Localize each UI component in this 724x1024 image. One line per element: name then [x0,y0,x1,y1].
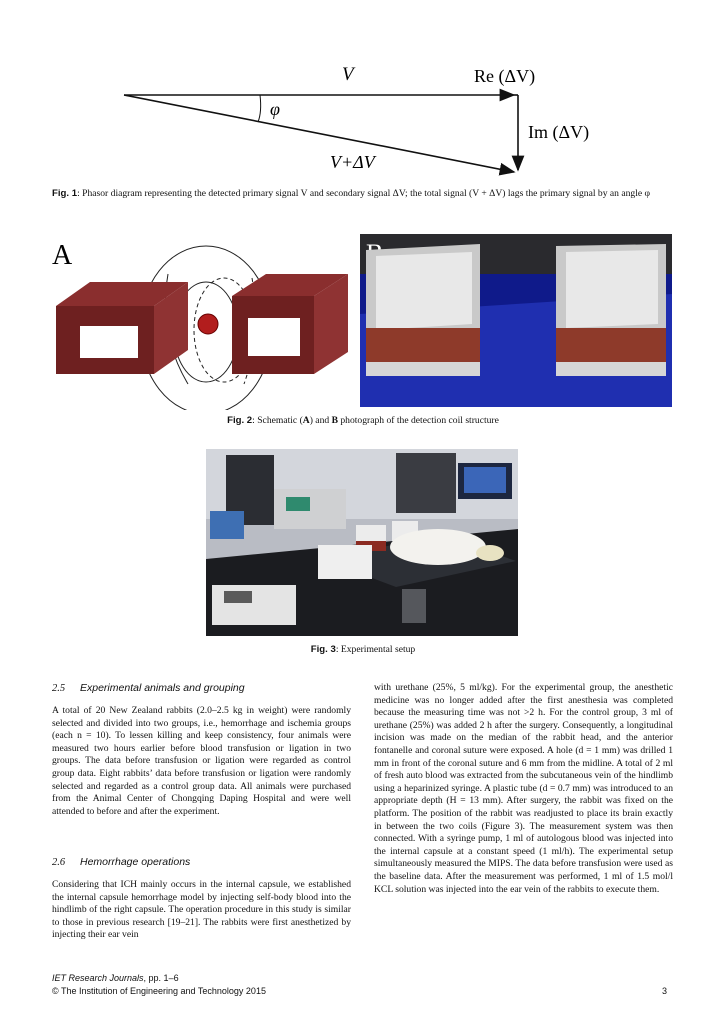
fig1-caption-label: Fig. 1 [52,188,78,199]
fig2-caption-a: A [302,415,310,426]
left-coil [56,282,188,374]
fig1-caption [52,187,674,200]
fig2b-photo [360,234,672,407]
label-re: Re (ΔV) [474,66,536,86]
photo-right-coil [556,244,666,376]
fig2-caption-text-3: photograph of the detection coil structure [337,415,499,426]
footer-journal-line [52,972,179,984]
fig2-caption [52,414,674,427]
sample-sphere [198,314,218,334]
footer-pages: , pp. 1–6 [143,973,179,983]
fig2a-schematic [48,234,354,410]
phasor-diagram [110,52,630,182]
section-2-5-paragraph: A total of 20 New Zealand rabbits (2.0–2.5 kg in weight) were randomly selected and divided into two groups, i.e., hemorrhage and ischemia groups (each n = 10). To lessen killing and keep consistency, four animals were measured two hours earlier before blood transfusion or ligation in two groups. The data before transfusion or ligation were regarded as control group data. Eight rabbits’ data before transfusion or ligation were randomly selected and regarded as a control group data. All animals were purchased from the Animal Center of Chongqing Daping Hospital and were well attended to before and after the experiment. [52,705,351,817]
label-im: Im (ΔV) [528,122,590,142]
right-column-paragraph: with urethane (25%, 5 ml/kg). For the experimental group, the anesthetic medicine was no longer added after the first anesthesia was completed because the measuring time was not >2 h. For the control group, 3 ml of urethane (25%) was added 2 h after the surgery. Consequently, a longitudinal incision was made on the median of the rabbit head, and the anterior fontanelle and coronal suture were exposed. A hole (d = 1 mm) was drilled 1 mm in front of the coronal suture and 6 mm from the midline. A total of 2 ml of fresh auto blood was extracted from the subcutaneous vein of the hindlimb using a heparinized syringe. A plastic tube (d = 0.7 mm) was introduced to an appropriate depth (H = 13 mm). After surgery, the rabbit was fixed on the platform. The position of the rabbit was readjusted to place its brain exactly in between the two coils (Figure 3). The measurement system was then connected. With a syringe pump, 1 ml of autologous blood was injected into the internal capsule at a constant speed (1 ml/h). The experimental setup simultaneously measured the MIPS. The data before transfusion were used as the baseline data. After the measurement was performed, 1 ml of 1.5 mol/l KCL solution was injected into the ear vein of the rabbits to execute them. [374,682,673,895]
fig2-caption-text-2: ) and [309,415,332,426]
section-2-5-heading [52,682,351,696]
vector-v-plus-dv [124,95,514,172]
panel-a-label: A [52,240,73,271]
section-2-5-number: 2.5 [52,683,66,694]
section-2-6-paragraph: Considering that ICH mainly occurs in the internal capsule, we established the internal capsule hemorrhage model by injecting self-body blood into the hindlimb of the right capsule. The operation procedure in this study is similar to those in previous research [19–21]. The rabbits were first anesthetized by injecting their ear vein [52,879,351,941]
fig2-caption-text-1: : Schematic ( [252,415,303,426]
label-phi: φ [270,99,280,119]
label-v: V [342,64,354,85]
footer-copyright: © The Institution of Engineering and Technology 2015 [52,986,266,996]
section-2-6-title: Hemorrhage operations [80,856,191,868]
fig2-caption-label: Fig. 2 [227,415,253,426]
angle-arc [258,95,261,122]
footer-journal-name: IET Research Journals [52,973,144,983]
fig3-photo [206,449,518,636]
fig3-caption-text: : Experimental setup [335,644,416,655]
section-2-5-body [52,705,351,818]
fig3-caption [52,643,674,656]
fig2-caption-b: B [331,415,338,426]
right-column-body [374,682,673,896]
section-2-6-heading [52,856,351,870]
fig1-caption-text: : Phasor diagram representing the detected primary signal V and secondary signal ΔV; the total signal (V + ΔV) lags the primary signal by an angle φ [77,188,651,199]
label-v-plus-dv: V+ΔV [330,152,375,172]
section-2-6-body [52,879,351,942]
page-number: 3 [662,986,668,996]
photo-left-coil [366,244,480,376]
fig3-caption-label: Fig. 3 [310,644,336,655]
section-2-5-title: Experimental animals and grouping [80,682,245,694]
section-2-6-number: 2.6 [52,857,66,868]
right-coil [232,274,348,374]
